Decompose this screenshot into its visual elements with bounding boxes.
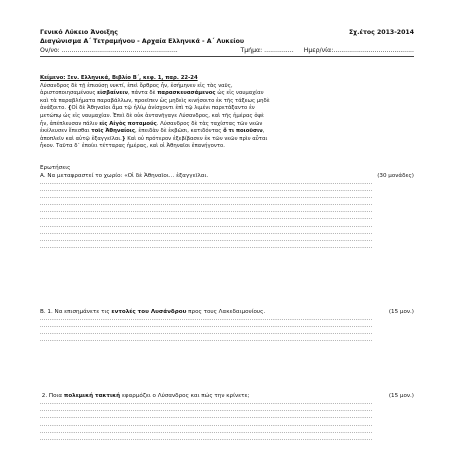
answer-area-a[interactable] xyxy=(40,180,414,251)
answer-line: ................................................................................................................................................................................ xyxy=(40,229,373,236)
answer-line: ................................................................................................................................................................................ xyxy=(40,400,373,407)
questions-heading: Ερωτήσεις xyxy=(40,164,71,171)
passage-line xyxy=(40,90,414,98)
passage-segment: ἐκέλευσεν ἕπεσθαι xyxy=(40,128,92,135)
answer-line: ................................................................................................................................................................................ xyxy=(40,222,373,229)
passage-bold-segment: } xyxy=(121,135,126,142)
answer-line: ................................................................................................................................................................................ xyxy=(40,435,373,442)
question-b1-text xyxy=(40,308,265,316)
passage-segment: ἀποπλεῖν καὶ αὐτῷ ἐξαγγεῖλαι. xyxy=(40,135,122,142)
passage-segment: ἦν, ἀπέπλευσαν πάλιν xyxy=(40,120,100,127)
answer-line: ................................................................................................................................................................................ xyxy=(40,215,373,222)
passage-bold-segment: παρασκευασάμενος xyxy=(157,90,216,97)
answer-line: ................................................................................................................................................................................ xyxy=(40,421,373,428)
question-b2-bold: πολεμική τακτική xyxy=(63,393,121,400)
passage-segment: Λύσανδρος δὲ τῇ ἐπιούσῃ νυκτί, ἐπεὶ ὄρθρος ἦν, ἐσήμηνεν εἰς τὰς ναῦς, xyxy=(40,82,233,89)
exam-header xyxy=(40,28,414,57)
passage-text xyxy=(40,83,414,151)
passage-segment: , xyxy=(262,128,265,135)
answer-line: ................................................................................................................................................................................ xyxy=(40,414,373,421)
answer-line: ................................................................................................................................................................................ xyxy=(40,322,373,329)
question-a xyxy=(40,172,414,180)
passage-bold-segment: { xyxy=(67,105,72,112)
question-b2-points: (15 μον.) xyxy=(388,393,414,400)
passage-title: Κείμενο: Ξεν. Ελληνικά, Βιβλίο Β΄, κεφ. 1, παρ. 22-24 xyxy=(40,75,198,81)
spacer xyxy=(40,344,414,392)
passage-segment: καὶ τὰ παραβλήματα παραβάλλων, προεῖπεν ὡς μηδεὶς κινήσοιτο ἐκ τῆς τάξεως μηδὲ xyxy=(40,97,270,104)
answer-line: ................................................................................................................................................................................ xyxy=(40,194,373,201)
answer-line: ................................................................................................................................................................................ xyxy=(40,243,373,250)
school-year: Σχ.έτος 2013-2014 xyxy=(348,29,414,36)
passage-line xyxy=(40,105,414,113)
answer-line: ................................................................................................................................................................................ xyxy=(40,330,373,337)
answer-area-b2[interactable] xyxy=(40,400,414,443)
passage-line xyxy=(40,113,414,121)
question-b1-bold: εντολές του Λυσάνδρου xyxy=(111,308,187,315)
answer-line: ................................................................................................................................................................................ xyxy=(40,179,373,186)
school-name: Γενικό Λύκειο Άνοιξης xyxy=(40,29,118,36)
questions-section xyxy=(40,164,414,443)
passage-bold-segment: εἰσβαίνειν xyxy=(97,90,129,97)
header-row-student xyxy=(40,46,414,57)
question-a-text: Α. Να μεταφραστεί το χωρίο: «Οἱ δὲ Ἀθηναῖοι… ἐξαγγεῖλαι. xyxy=(40,172,209,179)
answer-line: ................................................................................................................................................................................ xyxy=(40,208,373,215)
class-field: Τμήμα: ............... xyxy=(240,47,294,54)
question-b1-pre: Β. 1. Να επισημάνετε τις xyxy=(40,308,112,315)
passage-bold-segment: ὅ τι ποιοῦσιν xyxy=(223,128,263,135)
answer-line: ................................................................................................................................................................................ xyxy=(40,187,373,194)
passage-segment: ἀνάξοιτο. xyxy=(40,105,68,112)
exam-page xyxy=(40,28,414,443)
passage-segment: ὡς εἰς ναυμαχίαν xyxy=(215,90,264,97)
answer-line: ................................................................................................................................................................................ xyxy=(40,236,373,243)
passage-segment: Καὶ οὐ πρότερον ἐξεβίβασεν ἐκ τῶν νεῶν πρὶν αὗται xyxy=(125,135,268,142)
answer-line: ................................................................................................................................................................................ xyxy=(40,201,373,208)
question-a-points: (30 μονάδες) xyxy=(377,172,414,179)
passage-segment: , πάντα δὲ xyxy=(128,90,158,97)
passage-segment: . Λύσανδρος δὲ τὰς ταχίστας τῶν νεῶν xyxy=(156,120,263,127)
spacer xyxy=(40,251,414,308)
answer-area-b1[interactable] xyxy=(40,316,414,344)
passage-line xyxy=(40,128,414,136)
question-b1-points: (15 μον.) xyxy=(388,308,414,315)
name-field: Ον/νο: ........................................................... xyxy=(40,47,178,54)
header-row-exam xyxy=(40,37,414,46)
passage-segment: μετώπῳ ὡς εἰς ναυμαχίαν. Ἐπεὶ δὲ οὐκ ἀντανῆγαγε Λύσανδρος, καὶ τῆς ἡμέρας ὀψὲ xyxy=(40,112,264,119)
question-b2 xyxy=(40,392,414,400)
passage-segment: ἧκον. Ταῦτα δ᾽ ἐποίει τέτταρας ἡμέρας, καὶ οἱ Ἀθηναῖοι ἐπανήγοντο. xyxy=(40,143,225,150)
answer-line: ................................................................................................................................................................................ xyxy=(40,315,373,322)
answer-line: ................................................................................................................................................................................ xyxy=(40,407,373,414)
passage-bold-segment: τοῖς Ἀθηναίοις xyxy=(91,128,135,135)
question-b2-post: εφαρμόζει ο Λύσανδρος και πώς την κρίνετε; xyxy=(120,393,250,400)
date-field: Ημερ/νία:......................................... xyxy=(303,47,414,54)
passage-segment: Οἱ δὲ Ἀθηναῖοι ἅμα τῷ ἡλίῳ ἀνίσχοντι ἐπὶ τῷ λιμένι παρετάξαντο ἐν xyxy=(71,105,255,112)
question-b2-text xyxy=(40,392,249,400)
question-b1-post: προς τους Λακεδαιμονίους. xyxy=(186,308,266,315)
answer-line: ................................................................................................................................................................................ xyxy=(40,337,373,344)
passage-segment: , ἐπειδὰν δὲ ἐκβῶσι, κατιδόντας xyxy=(135,128,224,135)
passage xyxy=(40,75,414,151)
question-b1 xyxy=(40,308,414,316)
passage-segment: ἀριστοποιησαμένους xyxy=(40,90,98,97)
class-date-fields xyxy=(240,46,414,55)
exam-title: Διαγώνισμα Α΄ Τετραμήνου - Αρχαία Ελληνικά - Α΄ Λυκείου xyxy=(40,38,245,45)
passage-bold-segment: εἰς Αἰγὸς ποταμούς xyxy=(99,120,157,127)
passage-line xyxy=(40,143,414,151)
question-b2-pre: 2. Ποια xyxy=(41,393,64,400)
header-row-school xyxy=(40,28,414,37)
answer-line: ................................................................................................................................................................................ xyxy=(40,428,373,435)
